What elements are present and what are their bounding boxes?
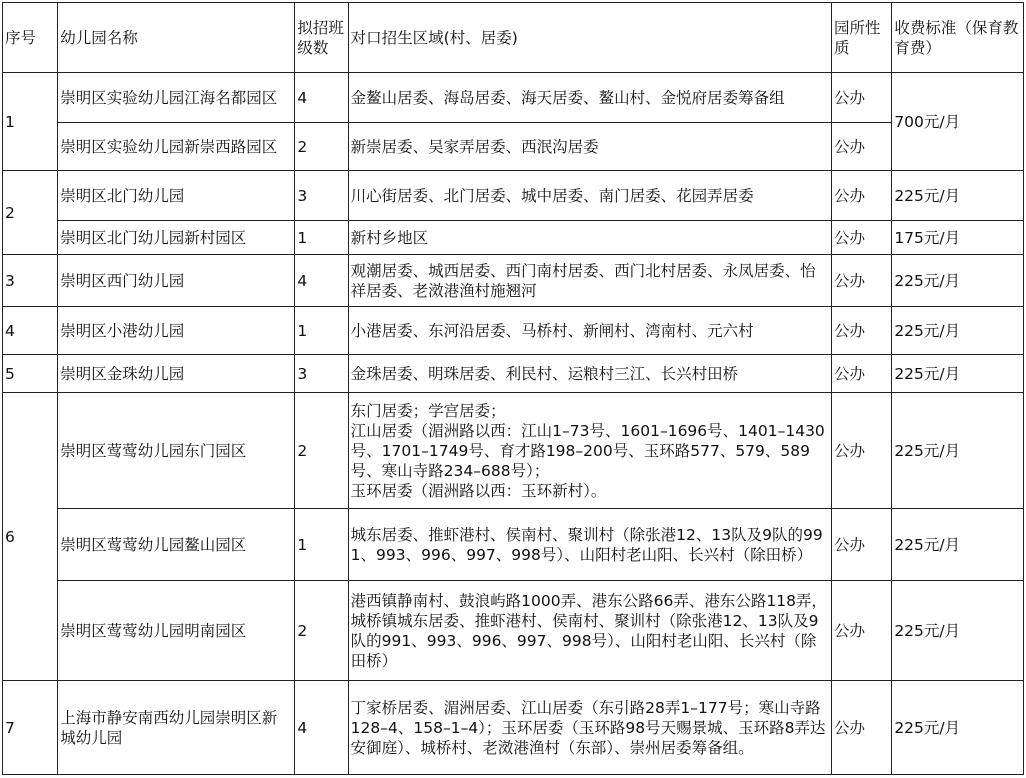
header-area: 对口招生区域(村、居委)	[348, 3, 831, 73]
cell-type: 公办	[832, 171, 892, 221]
cell-type: 公办	[832, 393, 892, 509]
table-row	[3, 307, 1024, 355]
header-row	[3, 3, 1024, 73]
cell-area: 新崇居委、吴家弄居委、西泯沟居委	[348, 123, 831, 171]
cell-no: 7	[3, 681, 58, 775]
table-row	[3, 123, 1024, 171]
table-row	[3, 393, 1024, 509]
cell-fee: 175元/月	[892, 221, 1024, 255]
cell-type: 公办	[832, 221, 892, 255]
cell-type: 公办	[832, 581, 892, 681]
table-row	[3, 355, 1024, 393]
cell-fee: 225元/月	[892, 509, 1024, 581]
area-line: 玉环居委（湄洲路以西：玉环新村）。	[350, 481, 607, 500]
cell-name: 崇明区北门幼儿园	[58, 171, 295, 221]
cell-type: 公办	[832, 307, 892, 355]
cell-area: 丁家桥居委、湄洲居委、江山居委（东引路28弄1–177号；寒山寺路128–4、158–1–4）；玉环居委（玉环路98号天赐景城、玉环路8弄达安御庭）、城桥村、老滧港渔村（东部）、崇州居委筹备组。	[348, 681, 831, 775]
cell-fee: 225元/月	[892, 307, 1024, 355]
cell-area: 观潮居委、城西居委、西门南村居委、西门北村居委、永凤居委、怡祥居委、老滧港渔村施翘河	[348, 255, 831, 307]
cell-no: 3	[3, 255, 58, 307]
cell-fee: 225元/月	[892, 393, 1024, 509]
area-line: 江山居委（湄洲路以西：江山1–73号、1601–1696号、1401–1430号、1701–1749号、育才路198–200号、玉环路577、579、589号、寒山寺路234–688号）；	[350, 421, 825, 480]
header-fee: 收费标准（保育教育费）	[892, 3, 1024, 73]
table-row	[3, 581, 1024, 681]
enrollment-table	[2, 2, 1024, 775]
header-type: 园所性质	[832, 3, 892, 73]
cell-area: 港西镇静南村、鼓浪屿路1000弄、港东公路66弄、港东公路118弄，城桥镇城东居委、推虾港村、侯南村、聚训村（除张港12、13队及9队的991、993、996、997、998号）、山阳村老山阳、长兴村（除田桥）	[348, 581, 831, 681]
table-row	[3, 681, 1024, 775]
cell-area: 新村乡地区	[348, 221, 831, 255]
cell-type: 公办	[832, 73, 892, 123]
header-name: 幼儿园名称	[58, 3, 295, 73]
cell-name: 崇明区莺莺幼儿园鳌山园区	[58, 509, 295, 581]
cell-type: 公办	[832, 509, 892, 581]
table-row	[3, 255, 1024, 307]
table-row	[3, 73, 1024, 123]
cell-fee: 225元/月	[892, 255, 1024, 307]
cell-no: 6	[3, 393, 58, 681]
table-row	[3, 171, 1024, 221]
cell-name: 崇明区小港幼儿园	[58, 307, 295, 355]
cell-type: 公办	[832, 255, 892, 307]
cell-name: 崇明区金珠幼儿园	[58, 355, 295, 393]
table-row	[3, 509, 1024, 581]
cell-area: 金鳌山居委、海岛居委、海天居委、鳌山村、金悦府居委筹备组	[348, 73, 831, 123]
cell-classes: 4	[295, 681, 348, 775]
cell-classes: 4	[295, 255, 348, 307]
cell-type: 公办	[832, 355, 892, 393]
cell-no: 1	[3, 73, 58, 171]
cell-area: 城东居委、推虾港村、侯南村、聚训村（除张港12、13队及9队的991、993、996、997、998号）、山阳村老山阳、长兴村（除田桥）	[348, 509, 831, 581]
cell-area	[348, 393, 831, 509]
cell-no: 2	[3, 171, 58, 255]
cell-fee: 700元/月	[892, 73, 1024, 171]
cell-classes: 1	[295, 221, 348, 255]
cell-name: 崇明区实验幼儿园江海名都园区	[58, 73, 295, 123]
cell-area: 金珠居委、明珠居委、利民村、运粮村三江、长兴村田桥	[348, 355, 831, 393]
cell-name: 崇明区莺莺幼儿园明南园区	[58, 581, 295, 681]
cell-fee: 225元/月	[892, 681, 1024, 775]
cell-name: 崇明区莺莺幼儿园东门园区	[58, 393, 295, 509]
cell-classes: 4	[295, 73, 348, 123]
cell-area: 小港居委、东河沿居委、马桥村、新闸村、湾南村、元六村	[348, 307, 831, 355]
cell-fee: 225元/月	[892, 355, 1024, 393]
header-no: 序号	[3, 3, 58, 73]
cell-no: 5	[3, 355, 58, 393]
cell-classes: 2	[295, 581, 348, 681]
cell-type: 公办	[832, 123, 892, 171]
cell-classes: 3	[295, 171, 348, 221]
cell-classes: 2	[295, 393, 348, 509]
cell-classes: 3	[295, 355, 348, 393]
cell-fee: 225元/月	[892, 171, 1024, 221]
table-row	[3, 221, 1024, 255]
header-classes: 拟招班级数	[295, 3, 348, 73]
cell-fee: 225元/月	[892, 581, 1024, 681]
cell-name: 崇明区北门幼儿园新村园区	[58, 221, 295, 255]
cell-classes: 1	[295, 307, 348, 355]
cell-type: 公办	[832, 681, 892, 775]
cell-name: 崇明区西门幼儿园	[58, 255, 295, 307]
cell-name: 上海市静安南西幼儿园崇明区新城幼儿园	[58, 681, 295, 775]
cell-area: 川心街居委、北门居委、城中居委、南门居委、花园弄居委	[348, 171, 831, 221]
cell-classes: 2	[295, 123, 348, 171]
cell-name: 崇明区实验幼儿园新崇西路园区	[58, 123, 295, 171]
area-line: 东门居委；学宫居委；	[350, 401, 506, 420]
cell-no: 4	[3, 307, 58, 355]
cell-classes: 1	[295, 509, 348, 581]
